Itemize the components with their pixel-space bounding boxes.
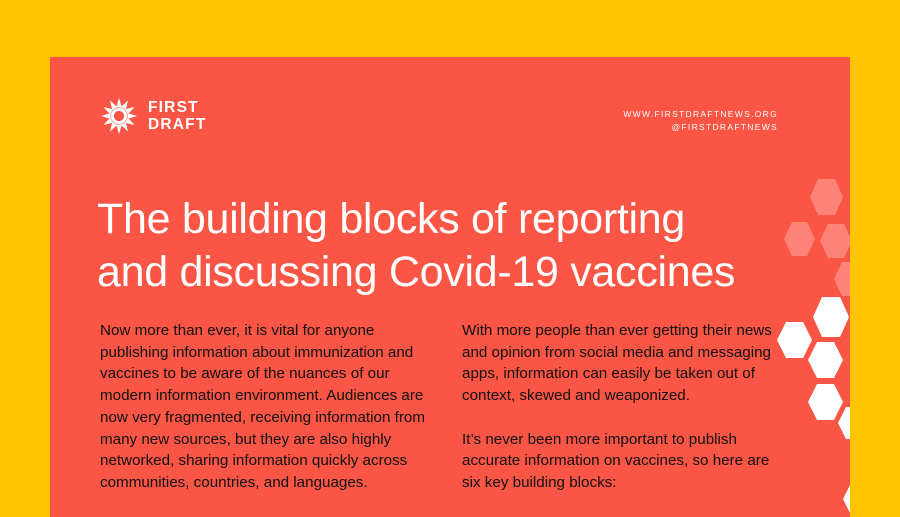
- hex-white-6: [843, 485, 850, 513]
- hex-light-3: [820, 224, 850, 258]
- left-column: [100, 320, 440, 515]
- page-title: [97, 193, 797, 299]
- building-blocks-paragraph: It’s never been more important to publish accurate information on vaccines, so here are six key building blocks:: [462, 430, 770, 491]
- document-sheet: [50, 57, 850, 517]
- hexagon-pattern: [770, 167, 850, 517]
- hex-light-group: [784, 179, 850, 296]
- logo-line-draft: DRAFT: [148, 116, 207, 133]
- hex-light-4: [834, 262, 850, 296]
- context-paragraph: With more people than ever getting their news and opinion from social media and messaging apps, information can easily be taken out of context, skewed and weaponized.: [462, 322, 772, 405]
- right-column: [462, 320, 782, 515]
- intro-paragraph: Now more than ever, it is vital for anyone publishing information about immunization and vaccines to be aware of the nuances of our modern information environment. Audiences are now very fragmented, receiving information from many new sources, but they are also highly networked, sharing information quickly across communities, countries, and languages.: [100, 322, 425, 491]
- sunburst-logo-icon: [100, 97, 138, 135]
- hex-light-1: [810, 179, 843, 215]
- hex-white-1: [813, 297, 849, 337]
- hex-white-2: [777, 322, 812, 358]
- title-line-1: The building blocks of reporting: [97, 195, 685, 243]
- title-line-2: and discussing Covid-19 vaccines: [97, 248, 736, 296]
- website-link[interactable]: WWW.FIRSTDRAFTNEWS.ORG: [623, 109, 778, 119]
- social-handle: @FIRSTDRAFTNEWS: [671, 122, 778, 132]
- hex-white-group: [777, 297, 850, 513]
- hex-white-5: [838, 407, 850, 439]
- logo-wordmark: [148, 99, 207, 133]
- hex-white-3: [808, 342, 843, 378]
- first-draft-logo: [100, 97, 207, 135]
- hex-light-2: [784, 222, 815, 256]
- logo-line-first: FIRST: [148, 99, 199, 116]
- hex-white-4: [808, 384, 843, 420]
- contact-info: [623, 108, 778, 134]
